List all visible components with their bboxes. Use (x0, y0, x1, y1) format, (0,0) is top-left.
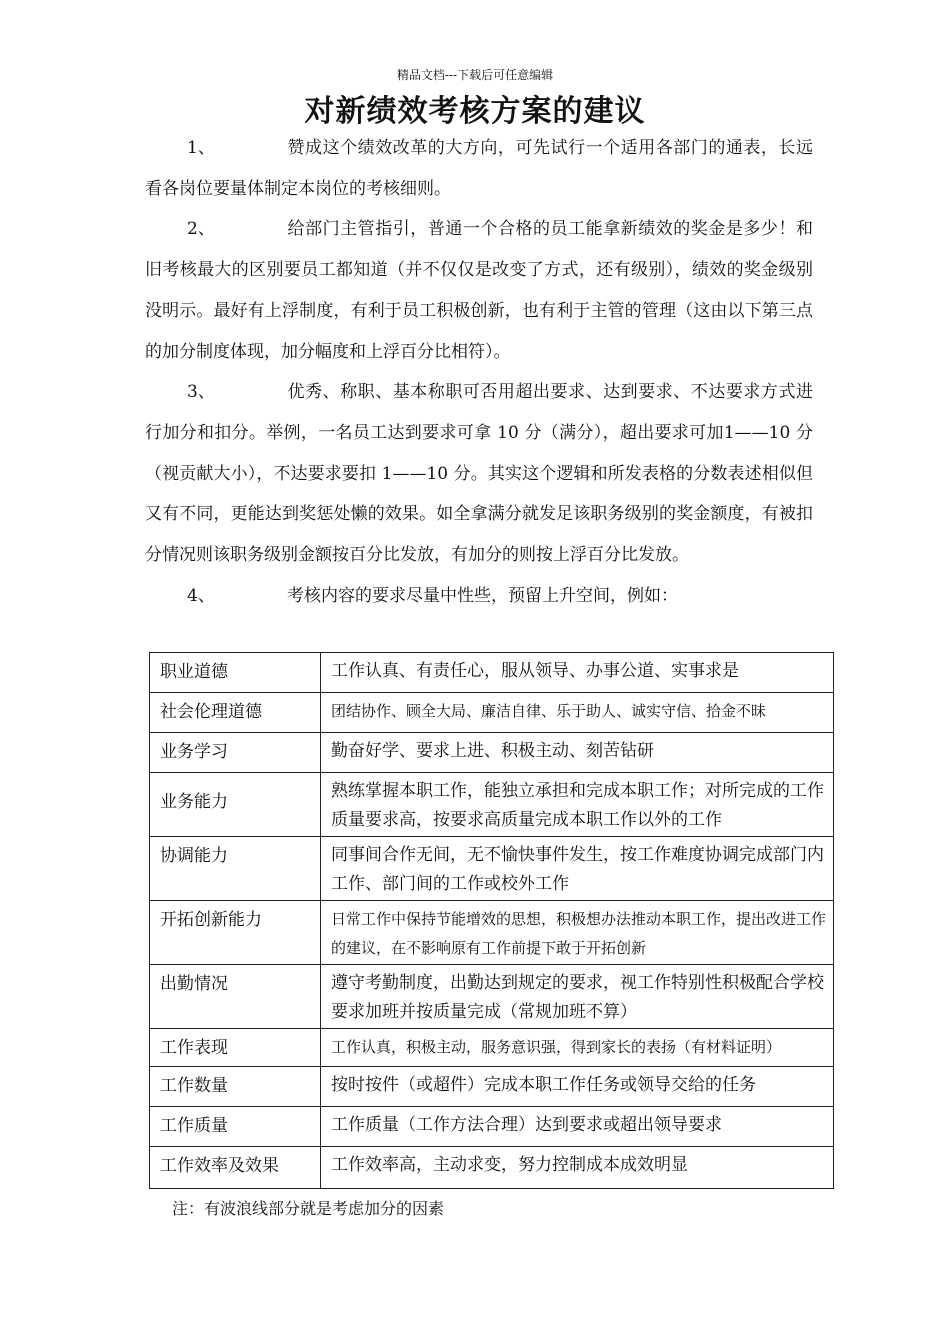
paragraph-1 (145, 128, 813, 209)
table-row (150, 1107, 834, 1147)
criterion-requirement: 遵守考勤制度，出勤达到规定的要求，视工作特别性积极配合学校要求加班并按质量完成（常规加班不算） (321, 965, 834, 1029)
criterion-requirement: 工作认真，积极主动，服务意识强，得到家长的表扬（有材料证明） (321, 1029, 834, 1067)
criterion-requirement: 团结协作、顾全大局、廉洁自律、乐于助人、诚实守信、拾金不昧 (321, 693, 834, 733)
table-row (150, 901, 834, 965)
paragraph-3 (145, 372, 813, 576)
criterion-requirement: 按时按件（或超件）完成本职工作任务或领导交给的任务 (321, 1067, 834, 1107)
table-row (150, 693, 834, 733)
criterion-name: 协调能力 (150, 837, 321, 901)
table-row (150, 1147, 834, 1189)
criterion-name: 出勤情况 (150, 965, 321, 1029)
criterion-name: 工作表现 (150, 1029, 321, 1067)
table-row (150, 773, 834, 837)
table-row (150, 733, 834, 773)
criterion-requirement: 工作效率高，主动求变，努力控制成本成效明显 (321, 1147, 834, 1189)
assessment-table (149, 652, 834, 1189)
criterion-requirement: 工作质量（工作方法合理）达到要求或超出领导要求 (321, 1107, 834, 1147)
criterion-name: 业务能力 (150, 773, 321, 837)
footnote: 注：有波浪线部分就是考虑加分的因素 (172, 1199, 445, 1218)
table-row (150, 1029, 834, 1067)
paragraph-2 (145, 209, 813, 372)
table-row (150, 653, 834, 693)
table-row (150, 1067, 834, 1107)
criterion-requirement: 熟练掌握本职工作，能独立承担和完成本职工作；对所完成的工作质量要求高，按要求高质量完成本职工作以外的工作 (321, 773, 834, 837)
item-number: 1、 (187, 138, 215, 158)
item-number: 4、 (187, 585, 215, 606)
item-text: 考核内容的要求尽量中性些，预留上升空间，例如： (287, 585, 678, 606)
criterion-name: 工作质量 (150, 1107, 321, 1147)
criterion-name: 开拓创新能力 (150, 901, 321, 965)
criterion-name: 职业道德 (150, 653, 321, 693)
criterion-requirement: 工作认真、有责任心，服从领导、办事公道、实事求是 (321, 653, 834, 693)
criterion-requirement: 勤奋好学、要求上进、积极主动、刻苦钻研 (321, 733, 834, 773)
document-body (145, 128, 813, 616)
criterion-name: 社会伦理道德 (150, 693, 321, 733)
table-row (150, 965, 834, 1029)
criterion-name: 业务学习 (150, 733, 321, 773)
criterion-name: 工作数量 (150, 1067, 321, 1107)
item-number: 2、 (187, 219, 215, 240)
paragraph-4 (145, 576, 813, 617)
item-text: 优秀、称职、基本称职可否用超出要求、达到要求、不达要求方式进行加分和扣分。举例，一名员工达到要求可拿 10 分（满分），超出要求可加1——10 分（视贡献大小），不达要求要扣 1——10 分。其实这个逻辑和所发表格的分数表述相似但又有不同，更能达到奖惩处懒的效果。如全拿满分就发足该职务级别的奖金额度，有被扣分情况则该职务级别金额按百分比发放，有加分的则按上浮百分比发放。 (145, 382, 813, 566)
criterion-name: 工作效率及效果 (150, 1147, 321, 1189)
item-number: 3、 (187, 382, 215, 403)
item-text: 赞成这个绩效改革的大方向，可先试行一个适用各部门的通表，长远看各岗位要量体制定本岗位的考核细则。 (145, 138, 813, 199)
criterion-requirement: 日常工作中保持节能增效的思想，积极想办法推动本职工作，提出改进工作的建议，在不影响原有工作前提下敢于开拓创新 (321, 901, 834, 965)
table-row (150, 837, 834, 901)
criterion-requirement: 同事间合作无间，无不愉快事件发生，按工作难度协调完成部门内工作、部门间的工作或校外工作 (321, 837, 834, 901)
item-text: 给部门主管指引，普通一个合格的员工能拿新绩效的奖金是多少！和旧考核最大的区别要员工都知道（并不仅仅是改变了方式，还有级别），绩效的奖金级别没明示。最好有上浮制度，有利于员工积极创新，也有利于主管的管理（这由以下第三点的加分制度体现，加分幅度和上浮百分比相符）。 (145, 219, 813, 362)
document-title: 对新绩效考核方案的建议 (304, 94, 646, 129)
page-header: 精品文档---下载后可任意编辑 (396, 68, 554, 82)
